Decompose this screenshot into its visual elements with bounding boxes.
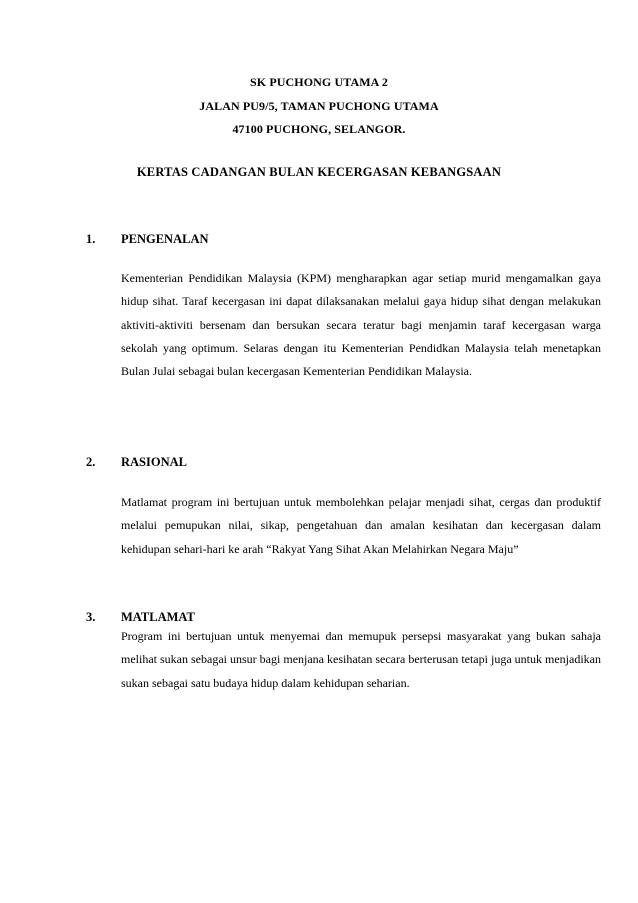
section-body-rasional: Matlamat program ini bertujuan untuk membolehkan pelajar menjadi sihat, cergas dan produktif melalui pemupukan nilai, sikap, pengetahuan dan amalan kesihatan dan kecergasan dalam kehidupan sehari-hari ke arah “Rakyat Yang Sihat Akan Melahirkan Negara Maju” — [121, 495, 601, 556]
section-heading-pengenalan: PENGENALAN — [121, 232, 209, 246]
section-heading-matlamat: MATLAMAT — [121, 610, 195, 624]
section-heading-rasional: RASIONAL — [121, 455, 187, 469]
school-name: SK PUCHONG UTAMA 2 — [250, 75, 388, 89]
section-body-pengenalan: Kementerian Pendidikan Malaysia (KPM) mengharapkan agar setiap murid mengamalkan gaya hidup sihat. Taraf kecergasan ini dapat dilaksanakan melalui gaya hidup sihat dengan melakukan aktiviti-aktiviti bersenam dan bersukan secara teratur bagi menjamin taraf kecergasan warga sekolah yang optimum. Selaras dengan itu Kementerian Pendidkan Malaysia telah menetapkan Bulan Julai sebagai bulan kecergasan Kementerian Pendidikan Malaysia. — [121, 271, 601, 379]
document-title: KERTAS CADANGAN BULAN KECERGASAN KEBANGSAAN — [136, 165, 502, 179]
section-number-3: 3. — [86, 610, 96, 624]
section-number-2: 2. — [86, 455, 96, 469]
school-address-line-2: 47100 PUCHONG, SELANGOR. — [232, 122, 406, 136]
section-body-matlamat: Program ini bertujuan untuk menyemai dan memupuk persepsi masyarakat yang bukan sahaja melihat sukan sebagai unsur bagi menjana kesihatan secara berterusan tetapi juga untuk menjadikan sukan sebagai satu budaya hidup dalam kehidupan seharian. — [121, 629, 601, 690]
section-number-1: 1. — [86, 232, 96, 246]
school-address-line-1: JALAN PU9/5, TAMAN PUCHONG UTAMA — [199, 99, 439, 113]
